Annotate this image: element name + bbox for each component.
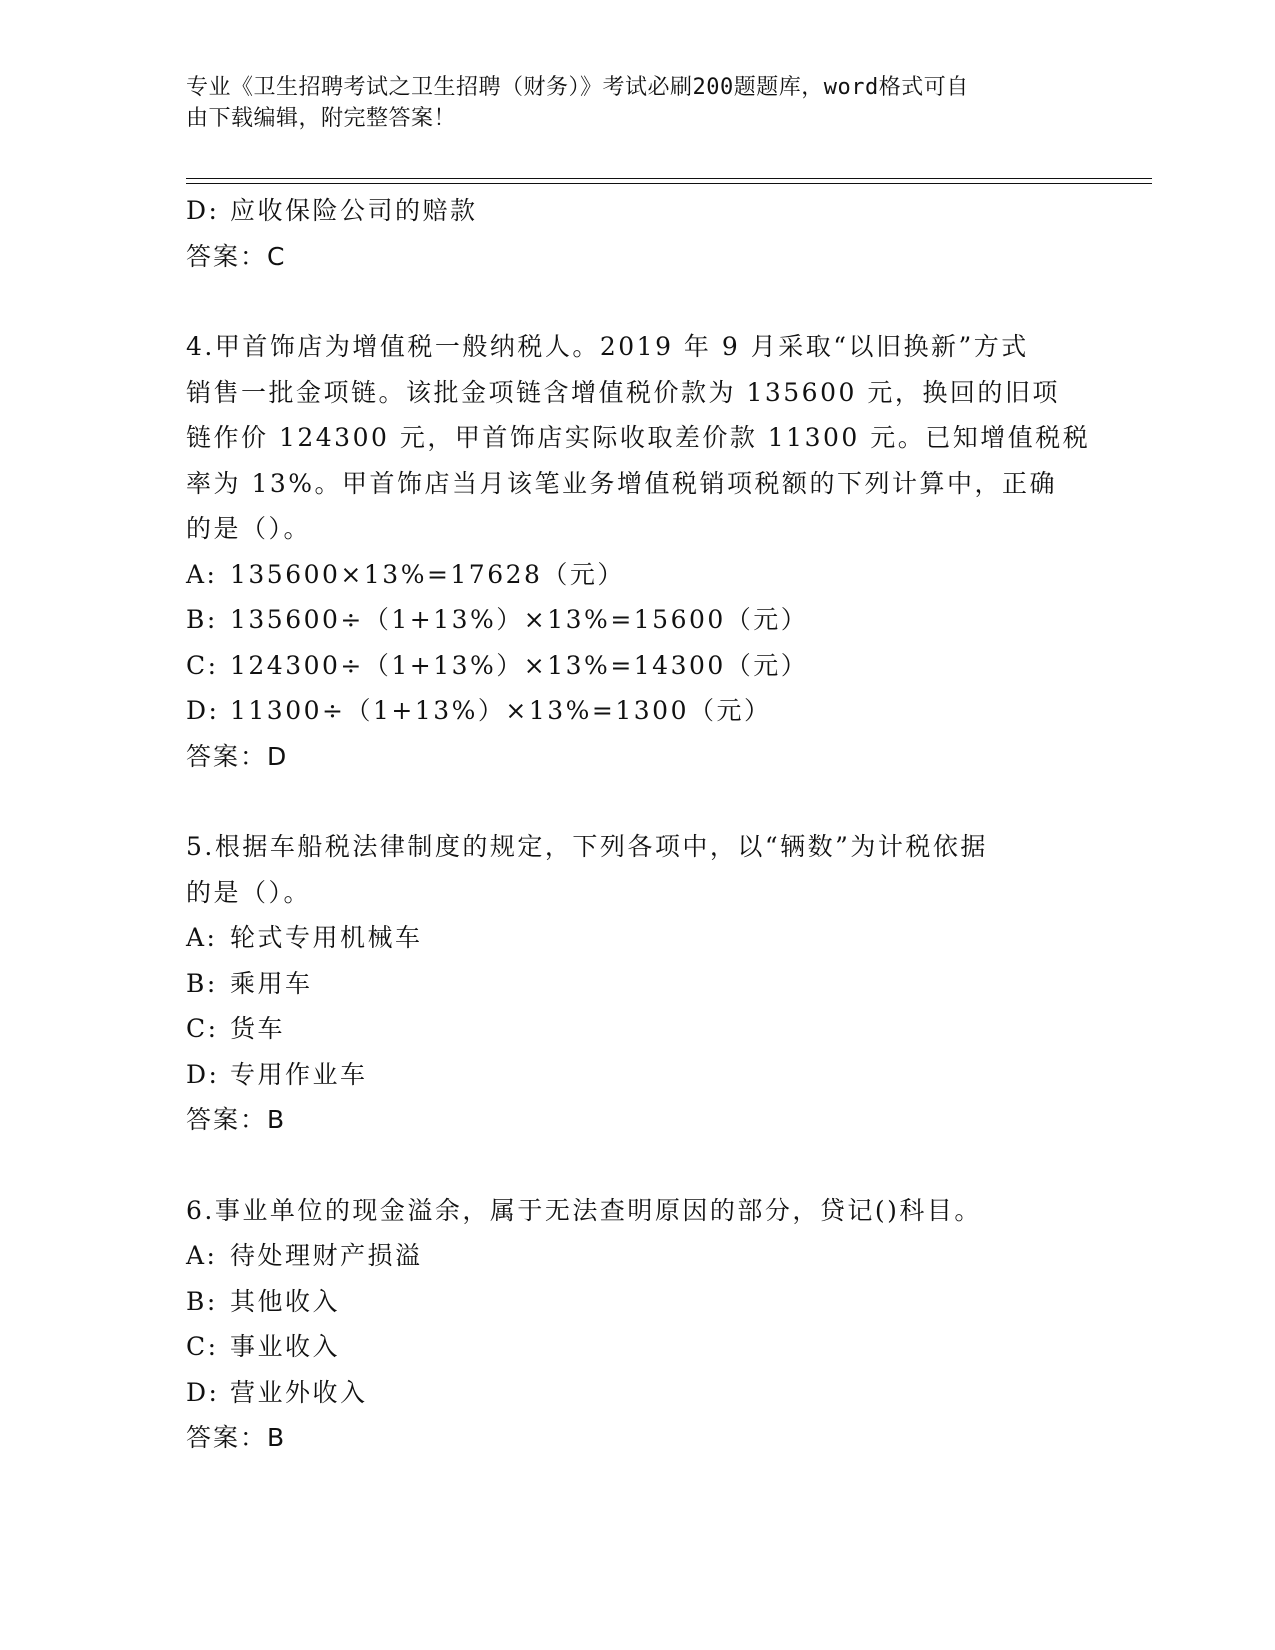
- option-letter: B:: [186, 968, 218, 998]
- option-letter: D:: [186, 1059, 220, 1089]
- option-text: 事业收入: [230, 1332, 341, 1361]
- option-text: 营业外收入: [230, 1377, 368, 1407]
- question-option: [186, 961, 1086, 1007]
- option-text: 11300÷（1+13%）×13%=1300（元）: [230, 696, 772, 725]
- question-option: [186, 1052, 1086, 1098]
- question-stem-line: 的是（）。: [186, 877, 312, 907]
- question-block: [186, 1143, 1086, 1461]
- question-option: [186, 1006, 1086, 1052]
- option-letter: A:: [186, 923, 218, 952]
- option-text: 待处理财产损溢: [230, 1241, 423, 1270]
- question-option: [186, 643, 1086, 689]
- question-stem-line: 6.事业单位的现金溢余，属于无法查明原因的部分，贷记()科目。: [186, 1195, 982, 1225]
- question-answer: 答案：B: [186, 1105, 287, 1134]
- question-stem-line: 的是（）。: [186, 514, 312, 543]
- question-spacer: [186, 779, 1086, 824]
- option-text: 专用作业车: [230, 1059, 368, 1089]
- option-letter: C:: [186, 1332, 219, 1361]
- option-text: 135600÷（1+13%）×13%=15600（元）: [230, 605, 809, 634]
- questions-container: [186, 279, 1091, 1461]
- question-option: [186, 688, 1086, 734]
- option-letter: D:: [186, 196, 220, 225]
- question-stem-line: 5.根据车船税法律制度的规定，下列各项中，以“辆数”为计税依据: [186, 832, 988, 861]
- question-stem-line: 链作价 124300 元，甲首饰店实际收取差价款 11300 元。已知增值税税: [186, 423, 1091, 452]
- header-line-2: 由下载编辑，附完整答案！: [186, 106, 457, 131]
- header-line-1: 专业《卫生招聘考试之卫生招聘（财务）》考试必刷200题题库，word格式可自: [186, 75, 969, 100]
- option-text: 124300÷（1+13%）×13%=14300（元）: [230, 650, 809, 680]
- option-letter: D:: [186, 696, 220, 725]
- question-block: [186, 779, 1086, 1143]
- option-letter: C:: [186, 1014, 219, 1043]
- question-spacer: [186, 279, 1086, 324]
- header-divider-top: [186, 178, 1152, 179]
- header-divider-bottom: [186, 183, 1152, 184]
- prev-question-option-d: [186, 188, 1086, 234]
- question-option: [186, 1324, 1086, 1370]
- option-text: 其他收入: [230, 1286, 341, 1316]
- question-answer: 答案：B: [186, 1423, 287, 1452]
- option-text: 轮式专用机械车: [230, 923, 423, 952]
- option-letter: A:: [186, 1241, 218, 1270]
- question-list: [186, 188, 1091, 1461]
- question-block: [186, 279, 1091, 779]
- question-option: [186, 1279, 1086, 1325]
- option-text: 货车: [230, 1014, 286, 1043]
- option-text: 应收保险公司的赔款: [230, 196, 478, 225]
- question-option: [186, 1233, 1086, 1279]
- option-letter: A:: [186, 559, 218, 589]
- question-option: [186, 597, 1086, 643]
- option-text: 乘用车: [230, 968, 313, 998]
- option-letter: B:: [186, 605, 218, 634]
- option-letter: C:: [186, 650, 219, 680]
- option-letter: D:: [186, 1377, 220, 1407]
- question-option: [186, 1370, 1086, 1416]
- question-option: [186, 552, 1086, 598]
- document-header: [186, 72, 1066, 134]
- option-text: 135600×13%=17628（元）: [230, 559, 625, 589]
- question-stem-line: 4.甲首饰店为增值税一般纳税人。2019 年 9 月采取“以旧换新”方式: [186, 332, 1029, 361]
- question-option: [186, 915, 1086, 961]
- option-letter: B:: [186, 1286, 218, 1316]
- question-answer: 答案：D: [186, 741, 289, 771]
- question-stem-line: 销售一批金项链。该批金项链含增值税价款为 135600 元，换回的旧项: [186, 377, 1060, 407]
- question-stem-line: 率为 13%。甲首饰店当月该笔业务增值税销项税额的下列计算中，正确: [186, 468, 1058, 498]
- prev-question-answer: 答案：C: [186, 241, 287, 271]
- question-spacer: [186, 1143, 1086, 1188]
